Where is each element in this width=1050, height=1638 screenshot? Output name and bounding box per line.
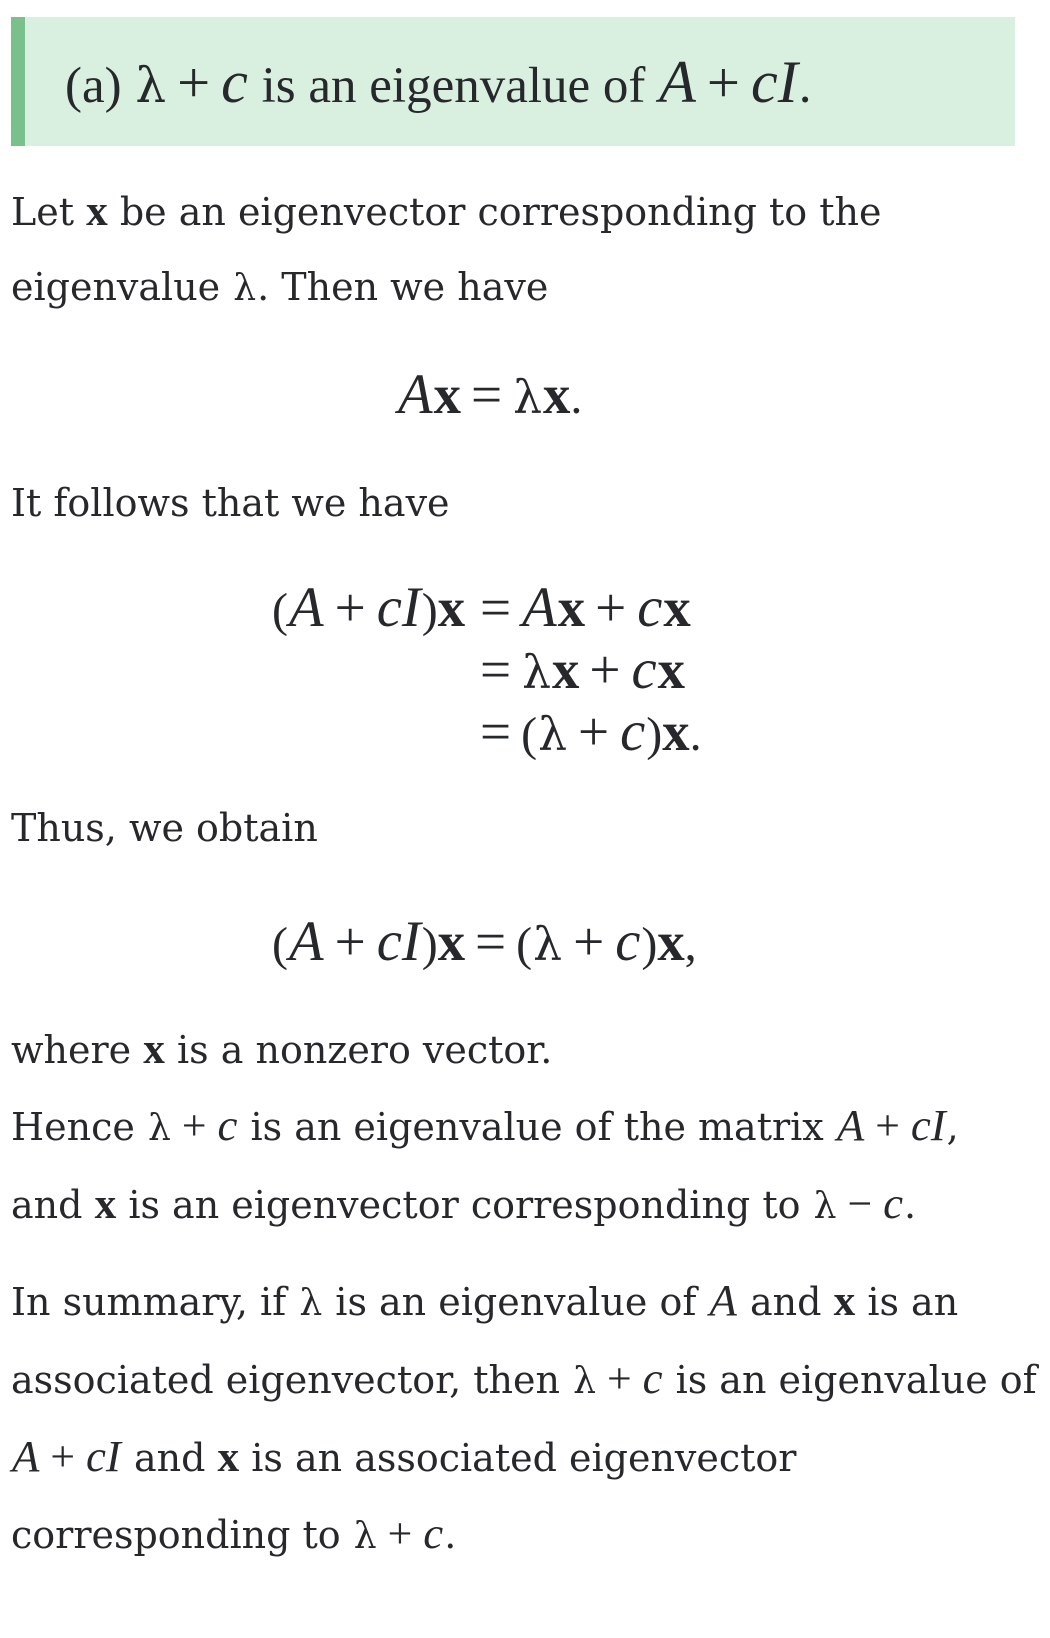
heading-title (65, 47, 811, 119)
comma: , (684, 918, 697, 971)
c-symbol: c (615, 911, 641, 973)
vector-x: x (542, 364, 571, 425)
lambda-symbol: λ (299, 1282, 323, 1324)
lambda-symbol: λ (233, 267, 257, 309)
plus-symbol: + (578, 701, 610, 762)
c-symbol: c (217, 1100, 238, 1150)
paren: ( (521, 708, 538, 761)
lambda-symbol: λ (813, 1185, 837, 1227)
equals-symbol: = (470, 364, 503, 425)
part-label: (a) (65, 58, 122, 114)
paren: ) (646, 708, 663, 761)
cI-term: cI (376, 911, 421, 973)
paragraph-5-line-2 (11, 1166, 959, 1244)
summary-line-4 (11, 1496, 1037, 1574)
c-symbol: c (221, 49, 248, 116)
text: eigenvalue (11, 265, 221, 309)
vector-x: x (663, 577, 691, 638)
lambda-symbol: λ (573, 1360, 596, 1402)
text: and (133, 1436, 206, 1480)
equation-3 (272, 911, 697, 973)
paren: ( (272, 918, 288, 971)
matrix-A: A (12, 1431, 40, 1481)
vector-x: x (217, 1433, 240, 1481)
plus-symbol: + (606, 1355, 632, 1403)
heading-callout (11, 17, 1015, 146)
matrix-A: A (288, 577, 324, 639)
plus-symbol: + (875, 1102, 900, 1150)
paren: ) (421, 584, 438, 637)
lambda-symbol: λ (135, 58, 167, 114)
text: associated eigenvector, then (11, 1358, 560, 1402)
vector-x: x (437, 911, 466, 972)
text: and (11, 1183, 83, 1227)
equation-2-row-3 (470, 701, 702, 763)
paren: ) (421, 918, 438, 971)
equation-2-lhs (272, 577, 466, 639)
c-symbol: c (883, 1178, 903, 1228)
equals-symbol: = (480, 701, 512, 762)
matrix-A: A (836, 1100, 865, 1150)
text: where (11, 1028, 132, 1072)
paragraph-4-line-1 (11, 1012, 959, 1088)
vector-x: x (657, 911, 685, 972)
minus-symbol: − (847, 1180, 873, 1228)
plus-symbol: + (573, 911, 605, 972)
equals-symbol: = (475, 911, 507, 972)
vector-x: x (433, 364, 461, 425)
text: and (750, 1280, 822, 1324)
vector-x: x (833, 1277, 856, 1325)
paren: ( (272, 584, 288, 637)
text: Thus, we obtain (11, 806, 318, 850)
plus-symbol: + (334, 911, 366, 972)
text: Hence (11, 1105, 135, 1149)
cI-term: cI (376, 577, 421, 639)
vector-x: x (557, 577, 586, 638)
paragraph-1 (11, 174, 881, 326)
matrix-A: A (659, 49, 696, 116)
matrix-A: A (709, 1275, 737, 1325)
lambda-symbol: λ (522, 646, 552, 699)
period: . (904, 1183, 917, 1227)
vector-x: x (437, 577, 466, 638)
vector-x: x (552, 639, 580, 700)
equation-1 (397, 364, 583, 426)
vector-x: x (94, 1180, 117, 1228)
paragraph-3 (11, 791, 318, 866)
paren: ) (641, 918, 658, 971)
comma: , (946, 1105, 959, 1149)
period: . (689, 708, 702, 761)
equation-2-row-2 (470, 639, 686, 701)
text: corresponding to (11, 1513, 341, 1557)
equals-symbol: = (480, 577, 512, 638)
paragraph-1-line-2 (11, 250, 881, 326)
cI-term: cI (910, 1100, 946, 1150)
paragraph-5-line-1 (11, 1088, 959, 1166)
paren: ( (516, 918, 533, 971)
cI-term: cI (750, 49, 798, 116)
text: is an eigenvector corresponding to (128, 1183, 801, 1227)
matrix-A: A (522, 577, 557, 639)
c-symbol: c (620, 701, 646, 763)
plus-symbol: + (387, 1510, 413, 1558)
text: is an (867, 1280, 959, 1324)
matrix-A: A (398, 364, 433, 426)
matrix-A: A (288, 911, 324, 973)
paragraph-summary (11, 1263, 1037, 1574)
c-symbol: c (423, 1508, 444, 1558)
c-symbol: c (631, 639, 657, 701)
vector-x: x (86, 187, 108, 235)
plus-symbol: + (181, 1102, 207, 1150)
paragraph-4 (11, 1012, 959, 1244)
plus-symbol: + (50, 1433, 76, 1481)
heading-text: is an eigenvalue of (261, 58, 646, 114)
text: be an eigenvector corresponding to the (119, 190, 882, 234)
plus-symbol: + (334, 577, 366, 638)
vector-x: x (662, 701, 690, 762)
text: In summary, if (11, 1280, 287, 1324)
vector-x: x (143, 1025, 165, 1073)
lambda-symbol: λ (513, 371, 542, 424)
text: is an eigenvalue of (675, 1358, 1037, 1402)
text: It follows that we have (11, 481, 450, 525)
vector-x: x (657, 639, 686, 700)
plus-symbol: + (177, 50, 211, 115)
period: . (444, 1513, 457, 1557)
plus-symbol: + (706, 50, 740, 115)
lambda-symbol: λ (538, 708, 568, 761)
period: . (570, 371, 583, 424)
lambda-symbol: λ (147, 1107, 171, 1149)
paragraph-1-line-1 (11, 174, 881, 250)
plus-symbol: + (589, 639, 621, 700)
c-symbol: c (637, 577, 663, 639)
text: is an eigenvalue of (335, 1280, 697, 1324)
period: . (798, 58, 812, 114)
summary-line-3 (11, 1419, 1037, 1496)
text: is an associated eigenvector (251, 1436, 797, 1480)
lambda-symbol: λ (353, 1515, 377, 1557)
equals-symbol: = (480, 639, 512, 700)
lambda-symbol: λ (533, 918, 563, 971)
summary-line-1 (11, 1263, 1037, 1341)
cI-term: cI (86, 1431, 121, 1481)
equation-2-row-1 (470, 577, 691, 639)
c-symbol: c (642, 1353, 663, 1403)
plus-symbol: + (595, 577, 627, 638)
paragraph-2 (11, 466, 450, 541)
text: . Then we have (257, 265, 549, 309)
summary-line-2 (11, 1341, 1037, 1419)
text: is a nonzero vector. (177, 1028, 553, 1072)
text: Let (11, 190, 74, 234)
text: is an eigenvalue of the matrix (250, 1105, 824, 1149)
